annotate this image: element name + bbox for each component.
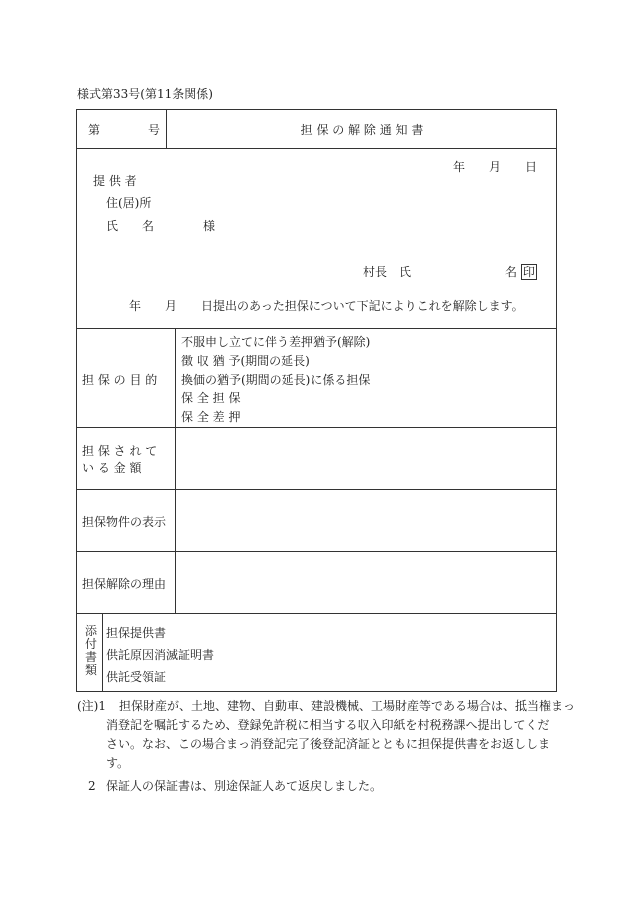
address-label: 住(居)所 <box>106 196 152 210</box>
property-label: 担保物件の表示 <box>82 515 167 529</box>
note2-prefix: 2 <box>88 779 96 793</box>
attachments-label: 添付書類 <box>84 624 97 677</box>
amount-label-line1: 担 保 さ れ て <box>82 444 158 458</box>
reason-label: 担保解除の理由 <box>82 577 167 591</box>
date-line: 年 月 日 <box>453 160 538 174</box>
issuer-title: 村長 氏 <box>363 265 412 279</box>
note1-line: す。 <box>106 756 130 770</box>
purpose-label: 担 保 の 目 的 <box>82 373 158 387</box>
purpose-item: 保 全 差 押 <box>181 410 241 424</box>
amount-label-line2: い る 金 額 <box>82 461 142 475</box>
note1-prefix: (注)1 <box>77 699 106 713</box>
note1-line: 担保財産が、土地、建物、自動車、建設機械、工場財産等である場合は、抵当権まっ <box>119 699 576 713</box>
note2-text: 保証人の保証書は、別途保証人あて返戻しました。 <box>106 779 383 793</box>
recipient-heading: 提 供 者 <box>93 174 137 188</box>
note1-line: さい。なお、この場合まっ消登記完了後登記済証とともに担保提供書をお返ししま <box>106 737 551 751</box>
purpose-item: 保 全 担 保 <box>181 391 241 405</box>
number-cell: 第 号 <box>88 123 161 137</box>
purpose-item: 徴 収 猶 予(期間の延長) <box>181 354 310 368</box>
note1-line: 消登記を嘱託するため、登録免許税に相当する収入印紙を村税務課へ提出してくだ <box>106 718 550 732</box>
issuer-name-suffix: 名 <box>505 265 518 279</box>
purpose-item: 不服申し立てに伴う差押猶予(解除) <box>181 335 371 349</box>
form-number: 様式第33号(第11条関係) <box>77 87 213 101</box>
attachment-item: 供託受領証 <box>106 670 167 684</box>
document-title: 担 保 の 解 除 通 知 書 <box>300 123 424 137</box>
honorific: 様 <box>203 219 216 233</box>
purpose-item: 換価の猶予(期間の延長)に係る担保 <box>181 373 371 387</box>
body-text: 年 月 日提出のあった担保について下記によりこれを解除します。 <box>129 299 524 313</box>
seal-mark: 印 <box>522 265 535 279</box>
name-label: 氏 名 <box>106 219 155 233</box>
issuer-name <box>505 263 537 280</box>
attachment-item: 供託原因消滅証明書 <box>106 648 215 662</box>
attachment-item: 担保提供書 <box>106 626 167 640</box>
